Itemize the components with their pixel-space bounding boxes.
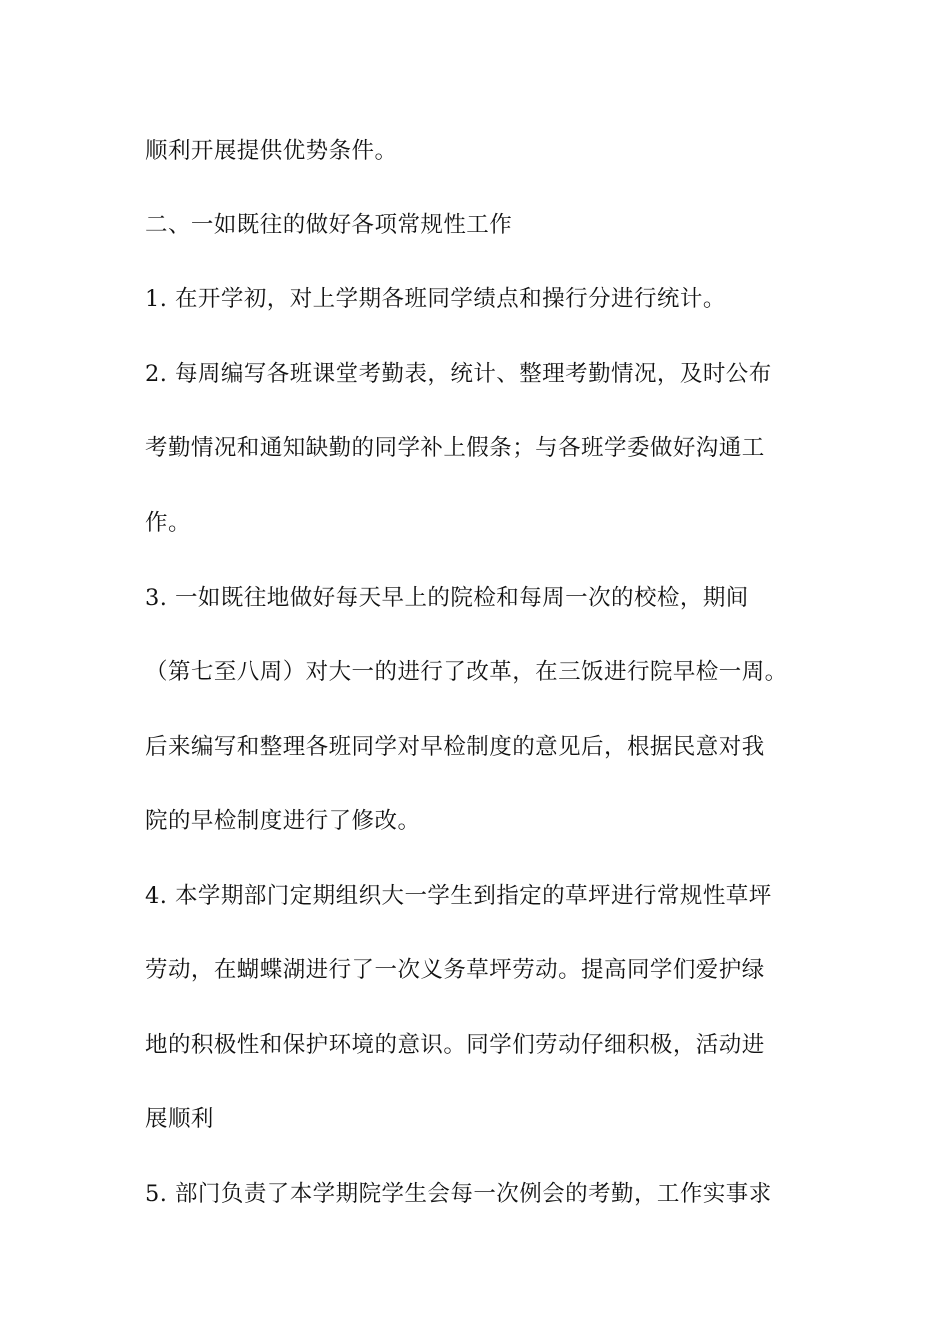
paragraph-line: 院的早检制度进行了修改。 [145, 808, 421, 834]
paragraph-line: 展顺利 [145, 1106, 214, 1132]
paragraph-line: 2. 每周编写各班课堂考勤表，统计、整理考勤情况，及时公布 [145, 361, 772, 387]
paragraph-line: 地的积极性和保护环境的意识。同学们劳动仔细积极，活动进 [145, 1032, 765, 1058]
section-heading: 二、一如既往的做好各项常规性工作 [145, 212, 513, 238]
paragraph-line: 4. 本学期部门定期组织大一学生到指定的草坪进行常规性草坪 [145, 883, 772, 909]
paragraph-line: 后来编写和整理各班同学对早检制度的意见后，根据民意对我 [145, 734, 765, 760]
paragraph-line: （第七至八周）对大一的进行了改革，在三饭进行院早检一周。 [145, 659, 788, 685]
paragraph-line: 3. 一如既往地做好每天早上的院检和每周一次的校检，期间 [145, 585, 749, 611]
paragraph-line: 劳动，在蝴蝶湖进行了一次义务草坪劳动。提高同学们爱护绿 [145, 957, 765, 983]
paragraph-line: 顺利开展提供优势条件。 [145, 138, 398, 164]
paragraph-line: 考勤情况和通知缺勤的同学补上假条；与各班学委做好沟通工 [145, 435, 765, 461]
paragraph-line: 5. 部门负责了本学期院学生会每一次例会的考勤，工作实事求 [145, 1181, 772, 1207]
paragraph-line: 作。 [145, 510, 191, 536]
paragraph-line: 1. 在开学初，对上学期各班同学绩点和操行分进行统计。 [145, 286, 726, 312]
